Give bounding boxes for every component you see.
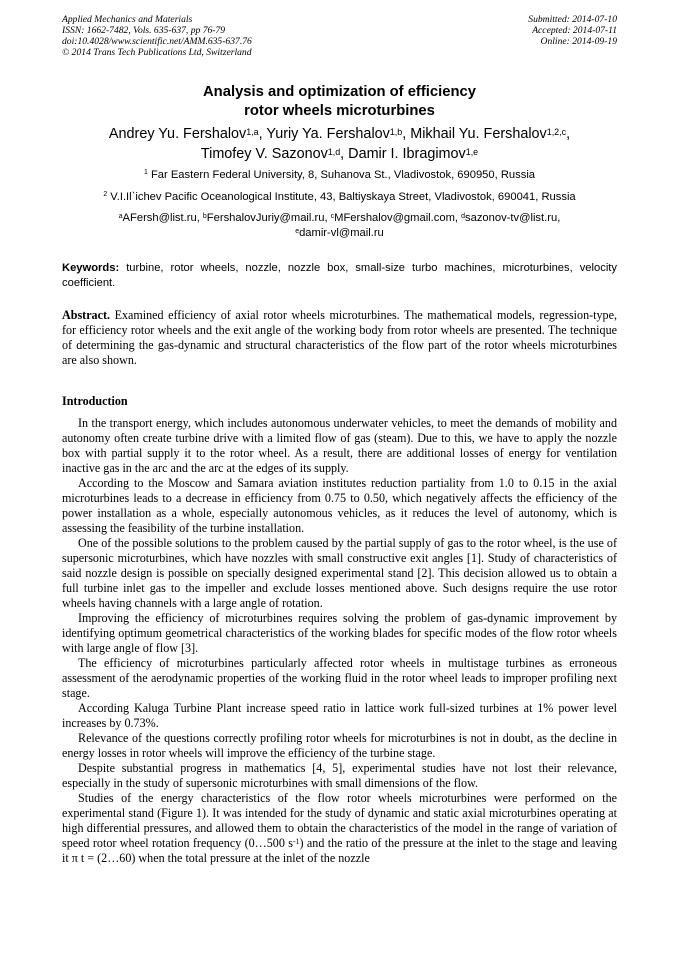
section-title: Introduction (62, 394, 128, 408)
author: Mikhail Yu. Fershalov$^{1,2,c}$, (410, 126, 571, 142)
keywords-text: turbine, rotor wheels, nozzle, nozzle box, small-size turbo machines, microturbines, velocity coefficient. (62, 262, 618, 289)
paragraph: Relevance of the questions correctly profiling rotor wheels for microturbines is not in doubt, as the decline in energy losses in rotor wheels will improve the efficiency of the turbine stage. (62, 731, 617, 760)
email[interactable]: $^e$damir-vl@mail.ru (295, 227, 384, 239)
author-list (62, 124, 617, 164)
email[interactable]: $^a$AFersh@list.ru, (118, 212, 203, 224)
journal-doi[interactable]: doi:10.4028/www.scientific.net/AMM.635-637.76 (62, 36, 252, 47)
keywords-label: Keywords: (62, 262, 120, 274)
affiliation-2: $^2$ V.I.Il`ichev Pacific Oceanological Institute, 43, Baltiyskaya Street, Vladivostok, 690041, Russia (103, 191, 576, 203)
paragraph: In the transport energy, which includes autonomous underwater vehicles, to meet the demands of mobility and autonomy often create turbine drive with a limited flow of gas (steam). Due to this, we have to apply the nozzle box with partial supply it to the rotor wheel. As a result, there are additional losses of energy for ventilation inactive gas in the arc and the arc at the edges of its supply. (62, 416, 617, 475)
paper-title (62, 83, 617, 121)
keywords (62, 261, 617, 291)
abstract-text: Examined efficiency of axial rotor wheels microturbines. The mathematical models, regression-type, for efficiency rotor wheels and the exit angle of the working body from rotor wheels are presented. The technique of determining the gas-dynamic and structural characteristics of the flow part of the rotor wheels microturbines are also shown. (62, 308, 617, 367)
email[interactable]: $^c$MFershalov@gmail.com, (330, 212, 462, 224)
author: Yuriy Ya. Fershalov$^{1,b}$, (266, 126, 411, 142)
journal-issn: ISSN: 1662-7482, Vols. 635-637, pp 76-79 (62, 25, 226, 36)
paragraph: Despite substantial progress in mathematics [4, 5], experimental studies have not lost their relevance, especially in the study of supersonic microturbines with small dimensions of the flow. (62, 761, 617, 790)
journal-name: Applied Mechanics and Materials (62, 14, 193, 25)
title-line-2: rotor wheels microturbines (244, 103, 435, 119)
title-line-1: Analysis and optimization of efficiency (203, 84, 476, 100)
journal-copyright: © 2014 Trans Tech Publications Ltd, Switzerland (62, 47, 252, 58)
journal-header (62, 14, 252, 58)
pi-symbol: π (71, 851, 78, 865)
body-text (62, 416, 617, 866)
email-list (62, 211, 617, 241)
affiliation-1: $^1$ Far Eastern Federal University, 8, Suhanova St., Vladivostok, 690950, Russia (143, 169, 536, 181)
accepted-date: Accepted: 2014-07-11 (532, 25, 617, 36)
author: Andrey Yu. Fershalov$^{1,a}$, (108, 126, 267, 142)
email[interactable]: $^d$sazonov-tv@list.ru, (461, 212, 561, 224)
paragraph: According to the Moscow and Samara aviation institutes reduction partiality from 1.0 to 0.15 in the axial microturbines leads to a decrease in efficiency from 0.75 to 0.50, which negatively affects the efficiency of the power installation as a whole, especially autonomous vehicles, as it reduces the level of autonomy, which is assessing the feasibility of the turbine installation. (62, 476, 617, 535)
online-date: Online: 2014-09-19 (540, 36, 617, 47)
paragraph: Studies of the energy characteristics of the flow rotor wheels microturbines were performed on the experimental stand (Figure 1). It was intended for the study of dynamic and static axial microturbines operating at high differential pressures, and allowed them to obtain the characteristics of the model in the range of variation of speed rotor wheel rotation frequency (0…500 $s^{-1}$) and the ratio of the pressure at the inlet to the stage and leaving it π t = (2…60) when the total pressure at the inlet of the nozzle (62, 791, 617, 865)
paragraph: One of the possible solutions to the problem caused by the partial supply of gas to the rotor wheel, is the use of supersonic microturbines, which have nozzles with small constructive exit angles [1]. Study of characteristics of said nozzle design is possible on specially designed experimental stand [2]. This decision allowed us to obtain a full turbine inlet gas to the impeller and exclude losses mentioned above. Such designs require the use rotor wheels having channels with a large angle of rotation. (62, 536, 617, 610)
paragraph: The efficiency of microturbines particularly affected rotor wheels in multistage turbines as erroneous assessment of the aerodynamic properties of the working fluid in the rotor wheel leads to improper profiling next stage. (62, 656, 617, 700)
email[interactable]: $^b$FershalovJuriy@mail.ru, (202, 212, 331, 224)
abstract-label: Abstract. (62, 308, 111, 322)
submitted-date: Submitted: 2014-07-10 (528, 14, 617, 25)
paragraph: According Kaluga Turbine Plant increase speed ratio in lattice work full-sized turbines at 1% power level increases by 0.73%. (62, 701, 617, 730)
author: Timofey V. Sazonov$^{1,d}$, (200, 146, 349, 162)
abstract (62, 308, 617, 368)
author: Damir I. Ibragimov$^{1,e}$ (348, 146, 479, 162)
dates-header (528, 14, 617, 47)
paragraph: Improving the efficiency of microturbines requires solving the problem of gas-dynamic improvement by identifying optimum geometrical characteristics of the working blades for specific modes of the flow rotor wheels with large angle of flow [3]. (62, 611, 617, 655)
